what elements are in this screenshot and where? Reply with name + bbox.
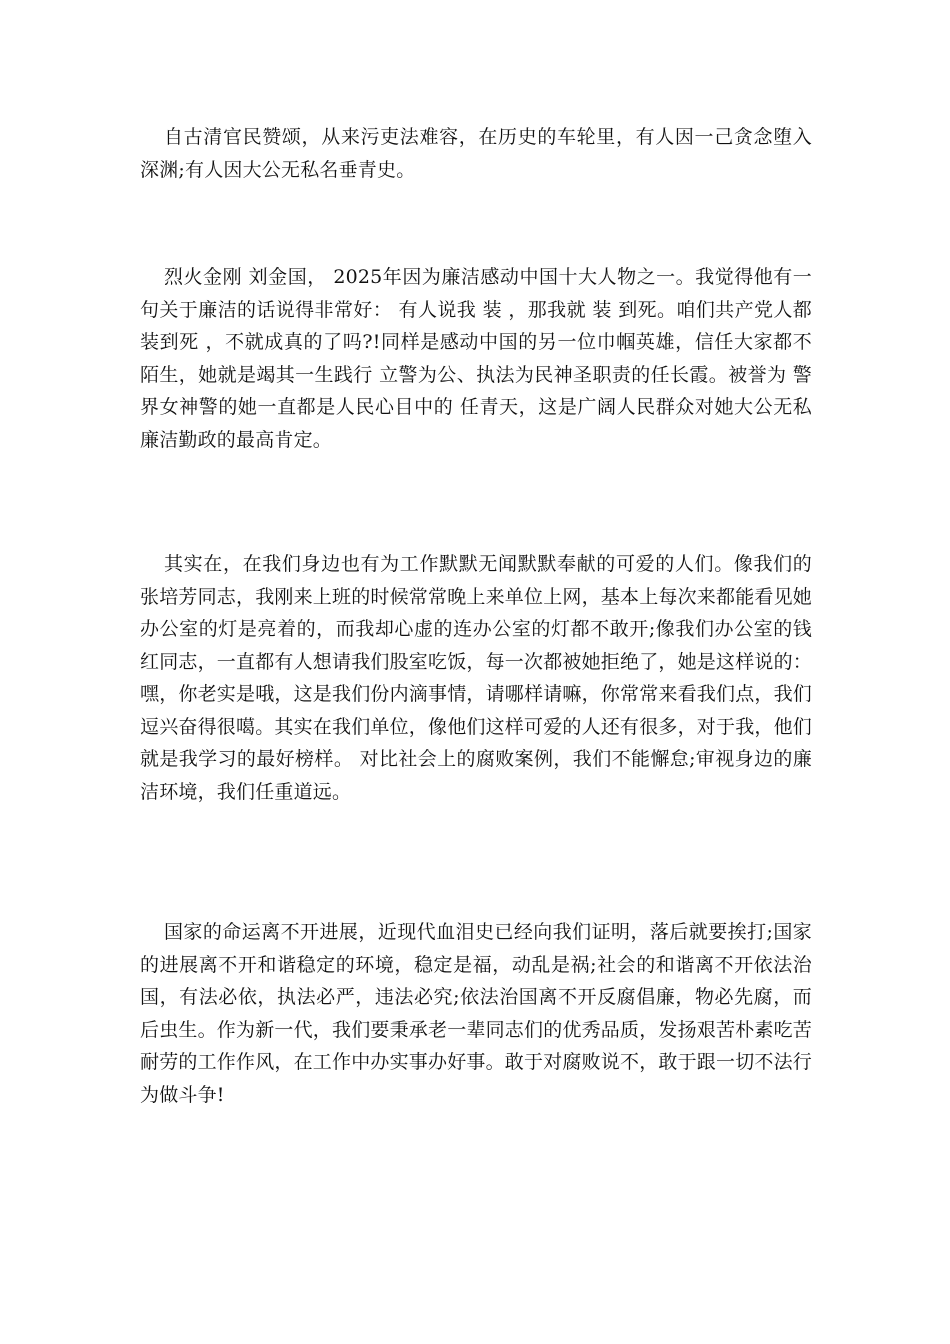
paragraph-1: 自古清官民赞颂，从来污吏法难容，在历史的车轮里，有人因一己贪念堕入深渊;有人因大公无私名垂青史。 xyxy=(140,126,812,181)
paragraph-2: 烈火金刚 刘金国， 2025年因为廉洁感动中国十大人物之一。我觉得他有一句关于廉洁的话说得非常好： 有人说我 装 ，那我就 装 到死。咱们共产党人都 装到死 ，不就成真的了吗?!同样是感动中国的另一位巾帼英雄，信任大家都不陌生，她就是竭其一生践行 立警为公、执法为民神圣职责的任长霞。被誉为 警界女神警的她一直都是人民心目中的 任青天，这是广阔人民群众对她大公无私廉洁勤政的最高肯定。 xyxy=(140,266,812,451)
paragraph-3: 其实在，在我们身边也有为工作默默无闻默默奉献的可爱的人们。像我们的张培芳同志，我刚来上班的时候常常晚上来单位上网，基本上每次来都能看见她办公室的灯是亮着的，而我却心虚的连办公室的灯都不敢开;像我们办公室的钱红同志，一直都有人想请我们股室吃饭，每一次都被她拒绝了，她是这样说的：嘿，你老实是哦，这是我们份内滴事情，请哪样请嘛，你常常来看我们点，我们逗兴奋得很噶。其实在我们单位，像他们这样可爱的人还有很多，对于我，他们就是我学习的最好榜样。 对比社会上的腐败案例，我们不能懈怠;审视身边的廉洁环境，我们任重道远。 xyxy=(140,553,813,803)
paragraph-4: 国家的命运离不开进展，近现代血泪史已经向我们证明，落后就要挨打;国家的进展离不开和谐稳定的环境，稳定是福，动乱是祸;社会的和谐离不开依法治国，有法必依，执法必严，违法必究;依法治国离不开反腐倡廉，物必先腐，而后虫生。作为新一代，我们要秉承老一辈同志们的优秀品质，发扬艰苦朴素吃苦耐劳的工作作风，在工作中办实事办好事。敢于对腐败说不，敢于跟一切不法行为做斗争! xyxy=(140,921,813,1106)
